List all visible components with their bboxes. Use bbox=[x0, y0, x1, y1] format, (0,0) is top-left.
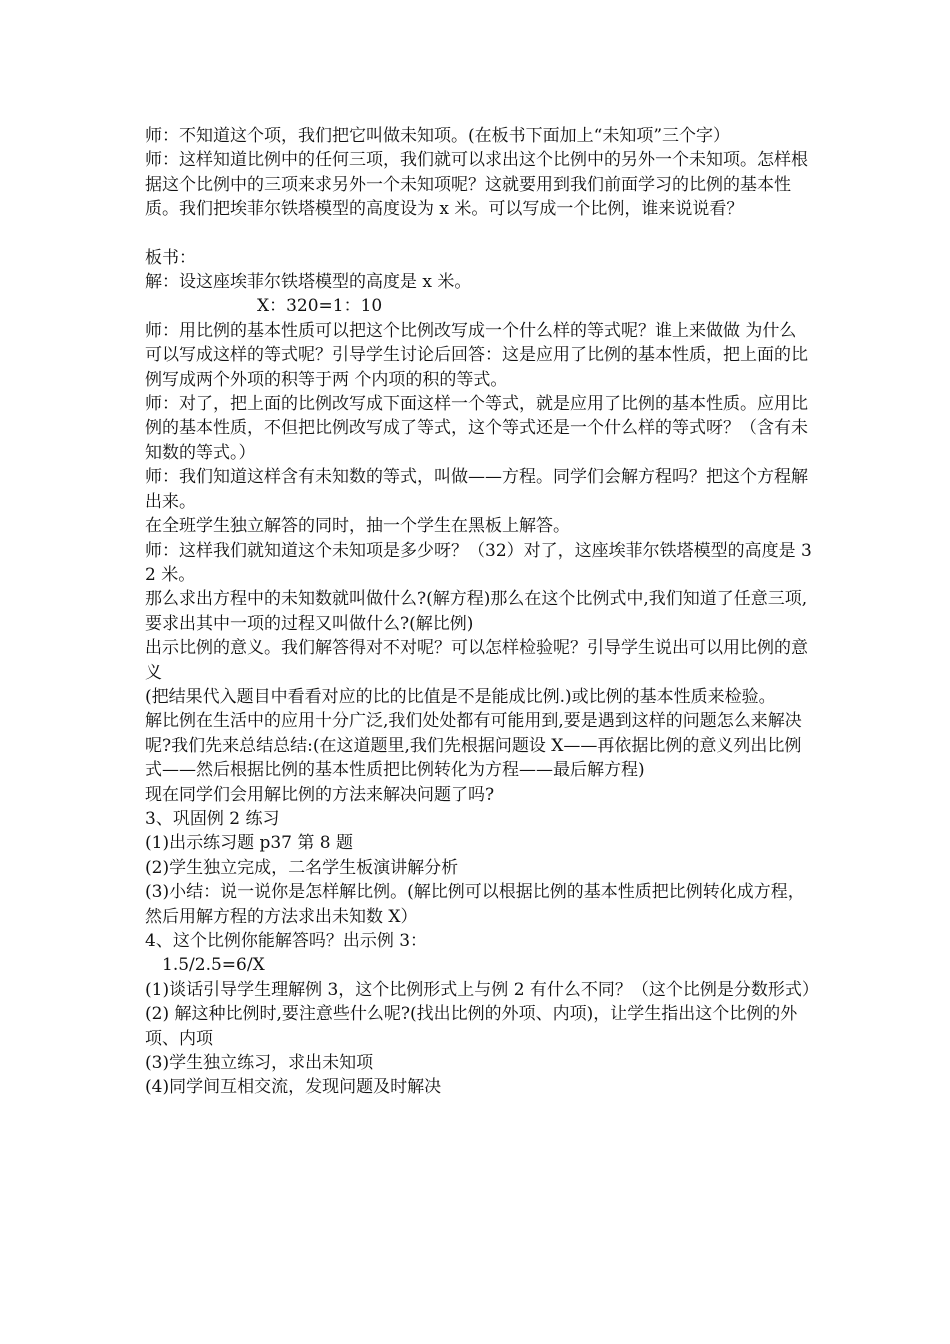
list-item-example3-2: (2) 解这种比例时,要注意些什么呢?(找出比例的外项、内项)，让学生指出这个比例的外项、内项 bbox=[145, 1004, 798, 1049]
heading-example-3: 4、这个比例你能解答吗？出示例 3： bbox=[145, 931, 428, 951]
paragraph-rewrite-equation: 师：用比例的基本性质可以把这个比例改写成一个什么样的等式呢？谁上来做做 为什么可以写成这样的等式呢？引导学生讨论后回答：这是应用了比例的基本性质，把上面的比例写成两个外项的积等于两 个内项的积的等式。 bbox=[145, 320, 808, 390]
paragraph-board-label: 板书： bbox=[145, 247, 196, 268]
document-body bbox=[145, 124, 819, 1100]
paragraph-check-meaning: 出示比例的意义。我们解答得对不对呢？可以怎样检验呢？引导学生说出可以用比例的意义 bbox=[145, 638, 808, 683]
paragraph-unknown-term: 师：不知道这个项，我们把它叫做未知项。(在板书下面加上“未知项”三个字） bbox=[145, 126, 731, 146]
paragraph-question: 现在同学们会用解比例的方法来解决问题了吗? bbox=[145, 784, 495, 805]
list-item-practice-1: (1)出示练习题 p37 第 8 题 bbox=[145, 833, 354, 854]
paragraph-student-board: 在全班学生独立解答的同时，抽一个学生在黑板上解答。 bbox=[145, 516, 570, 537]
paragraph-property-intro: 师：这样知道比例中的任何三项，我们就可以求出这个比例中的另外一个未知项。怎样根据这个比例中的三项来求另外一个未知项呢？这就要用到我们前面学习的比例的基本性质。我们把埃菲尔铁塔模型的高度设为 x 米。可以写成一个比例，谁来说说看？ bbox=[145, 150, 808, 220]
list-item-practice-2: (2)学生独立完成，二名学生板演讲解分析 bbox=[145, 857, 459, 878]
paragraph-answer-32: 师：这样我们就知道这个未知项是多少呀？（32）对了，这座埃菲尔铁塔模型的高度是 32 米。 bbox=[145, 540, 812, 585]
equation-example-3: 1.5/2.5=6/X bbox=[162, 955, 265, 976]
paragraph-equation-definition: 师：我们知道这样含有未知数的等式，叫做——方程。同学们会解方程吗？把这个方程解出来。 bbox=[145, 467, 808, 512]
list-item-example3-3: (3)学生独立练习，求出未知项 bbox=[145, 1053, 374, 1074]
equation-proportion: X：320=1：10 bbox=[257, 296, 383, 317]
paragraph-solution-setup: 解：设这座埃菲尔铁塔模型的高度是 x 米。 bbox=[145, 272, 472, 293]
paragraph-equation-type: 师：对了，把上面的比例改写成下面这样一个等式，就是应用了比例的基本性质。应用比例的基本性质，不但把比例改写成了等式，这个等式还是一个什么样的等式呀？（含有未知数的等式。） bbox=[145, 394, 808, 463]
paragraph-solve-proportion: 那么求出方程中的未知数就叫做什么?(解方程)那么在这个比例式中,我们知道了任意三项,要求出其中一项的过程又叫做什么?(解比例) bbox=[145, 589, 808, 634]
paragraph-summary: 解比例在生活中的应用十分广泛,我们处处都有可能用到,要是遇到这样的问题怎么来解决呢?我们先来总结总结:(在这道题里,我们先根据问题设 X——再依据比例的意义列出比例式——然后根据比例的基本性质把比例转化为方程——最后解方程) bbox=[145, 711, 802, 781]
list-item-example3-4: (4)同学间互相交流，发现问题及时解决 bbox=[145, 1077, 442, 1098]
paragraph-check-method: (把结果代入题目中看看对应的比的比值是不是能成比例.)或比例的基本性质来检验。 bbox=[145, 686, 776, 707]
heading-practice-example-2: 3、巩固例 2 练习 bbox=[145, 808, 280, 829]
blank-line bbox=[145, 222, 813, 246]
list-item-practice-3: (3)小结：说一说你是怎样解比例。(解比例可以根据比例的基本性质把比例转化成方程，然后用解方程的方法求出未知数 X） bbox=[145, 882, 805, 927]
list-item-example3-1: (1)谈话引导学生理解例 3，这个比例形式上与例 2 有什么不同？（这个比例是分数形式） bbox=[145, 979, 819, 1000]
